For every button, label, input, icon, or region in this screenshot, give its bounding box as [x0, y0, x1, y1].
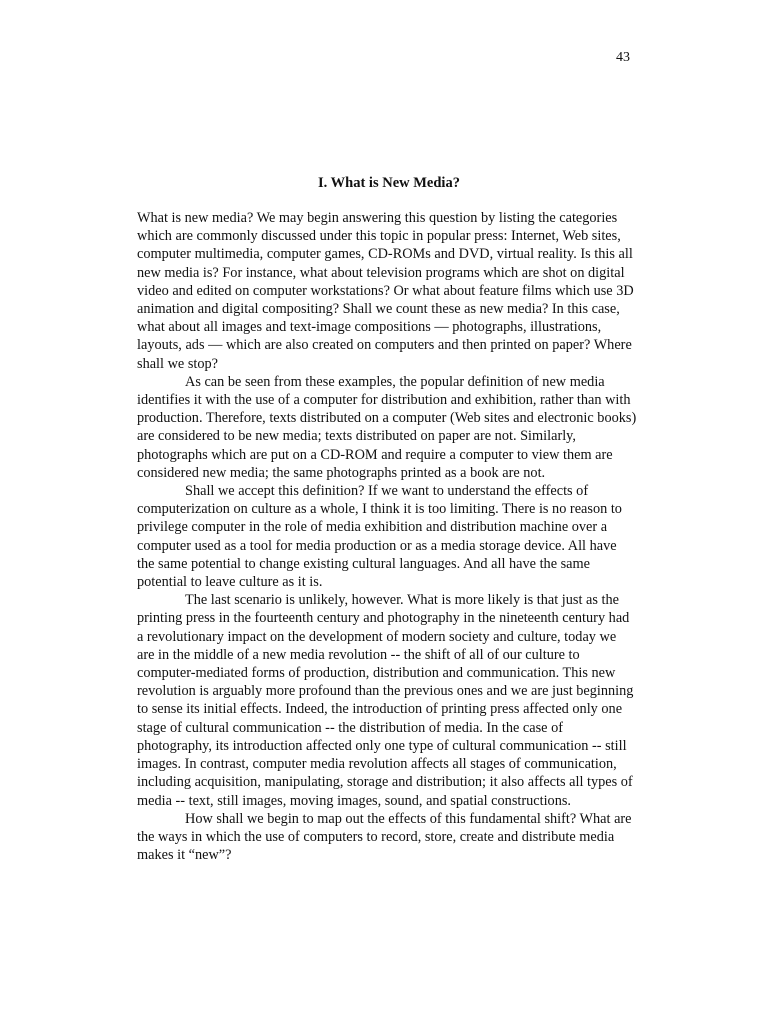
paragraph-1: What is new media? We may begin answering this question by listing the categories which are commonly discussed under this topic in popular press: Internet, Web sites, computer multimedia, computer games, CD-ROMs and DVD, virtual reality. Is this all new media is? For instance, what about television programs which are shot on digital video and edited on computer workstations? Or what about feature films which use 3D animation and digital compositing? Shall we count these as new media? In this case, what about all images and text-image compositions — photographs, illustrations, layouts, ads — which are also created on computers and then printed on paper? Where shall we stop?	[137, 210, 634, 372]
paragraph-3: Shall we accept this definition? If we want to understand the effects of computerization on culture as a whole, I think it is too limiting. There is no reason to privilege computer in the role of media exhibition and distribution machine over a computer used as a tool for media production or as a media storage device. All have the same potential to change existing cultural languages. And all have the same potential to leave culture as it is.	[137, 483, 622, 591]
page-number: 43	[616, 50, 630, 65]
paragraph-5: How shall we begin to map out the effects of this fundamental shift? What are the ways in which the use of computers to record, store, create and distribute media makes it “new”?	[137, 810, 632, 864]
paragraph-2: As can be seen from these examples, the popular definition of new media identifies it with the use of a computer for distribution and exhibition, rather than with production. Therefore, texts distributed on a computer (Web sites and electronic books) are considered to be new media; texts distributed on paper are not. Similarly, photographs which are put on a CD-ROM and require a computer to view them are considered new media; the same photographs printed as a book are not.	[137, 373, 637, 481]
paragraph-4: The last scenario is unlikely, however. What is more likely is that just as the printing press in the fourteenth century and photography in the nineteenth century had a revolutionary impact on the development of modern society and culture, today we are in the middle of a new media revolution -- the shift of all of our culture to computer-mediated forms of production, distribution and communication. This new revolution is arguably more profound than the previous ones and we are just beginning to sense its initial effects. Indeed, the introduction of printing press affected only one stage of cultural communication -- the distribution of media. In the case of photography, its introduction affected only one type of cultural communication -- still images. In contrast, computer media revolution affects all stages of communication, including acquisition, manipulating, storage and distribution; it also affects all types of media -- text, still images, moving images, sound, and spatial constructions.	[137, 592, 634, 809]
body-text	[137, 209, 637, 864]
section-title: I. What is New Media?	[318, 175, 460, 191]
